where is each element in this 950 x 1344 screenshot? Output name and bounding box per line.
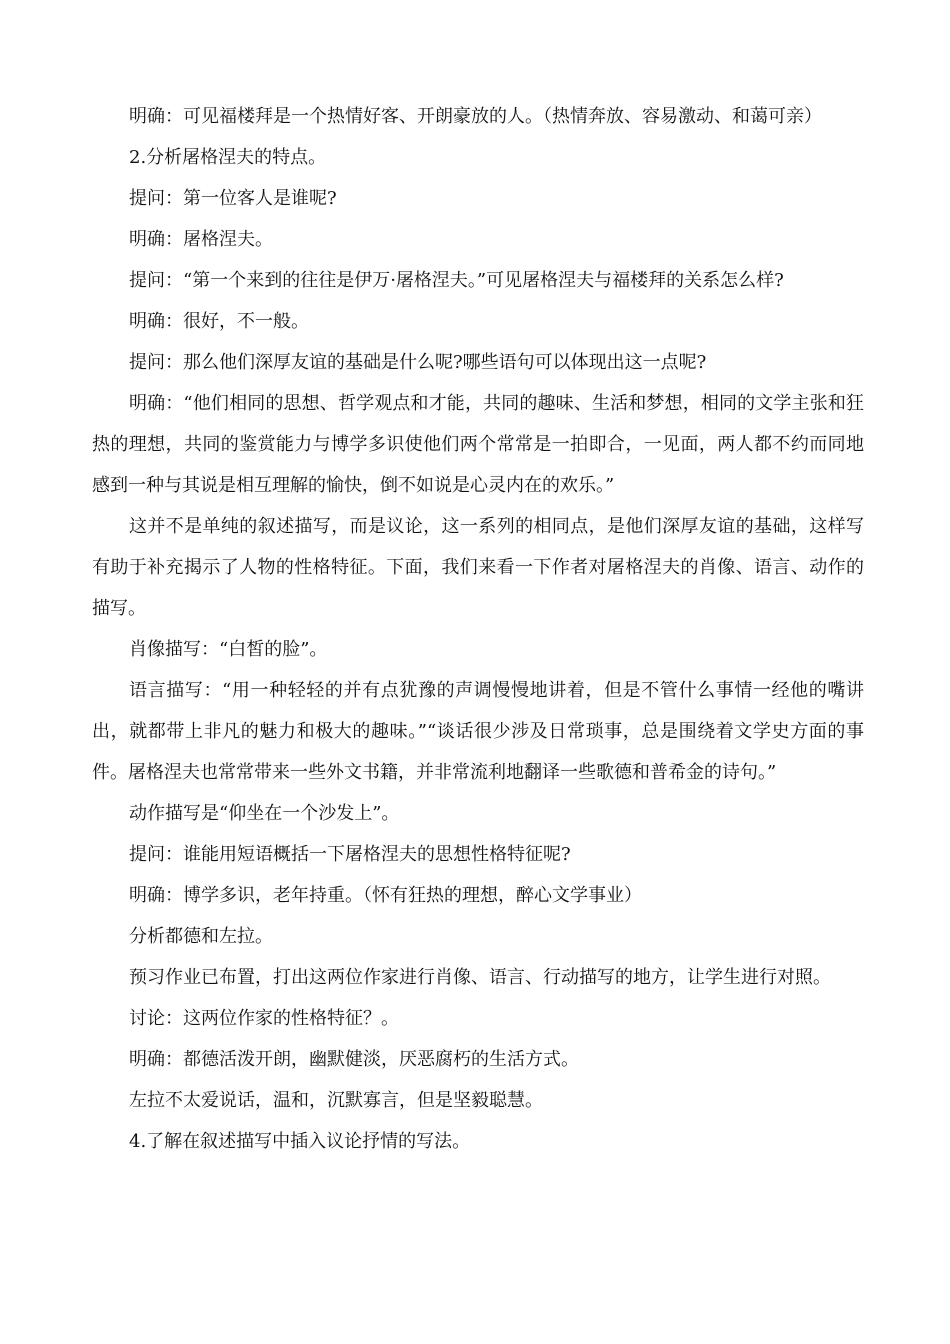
paragraph-7: 提问：那么他们深厚友谊的基础是什么呢?哪些语句可以体现出这一点呢? [129,352,707,373]
paragraph-14: 明确：博学多识，老年持重。（怀有狂热的理想，醉心文学事业） [129,885,642,906]
paragraph-4: 明确：屠格涅夫。 [129,229,273,250]
paragraph-8: 明确：“他们相同的思想、哲学观点和才能，共同的趣味、生活和梦想，相同的文学主张和狂热的理想，共同的鉴赏能力与博学多识使他们两个常常是一拍即合，一见面，两人都不约而同地感到一种与其说是相互理解的愉快，倒不如说是心灵内在的欢乐。” [92,393,864,496]
paragraph-17: 讨论：这两位作家的性格特征？。 [129,1008,399,1029]
paragraph-18: 明确：都德活泼开朗，幽默健淡，厌恶腐朽的生活方式。 [129,1049,579,1070]
paragraph-16: 预习作业已布置，打出这两位作家进行肖像、语言、行动描写的地方，让学生进行对照。 [129,967,831,988]
paragraph-3: 提问：第一位客人是谁呢? [129,188,337,209]
paragraph-19: 左拉不太爱说话，温和，沉默寡言，但是坚毅聪慧。 [129,1090,543,1111]
paragraph-20: 4.了解在叙述描写中插入议论抒情的写法。 [129,1131,471,1152]
paragraph-9: 这并不是单纯的叙述描写，而是议论，这一系列的相同点，是他们深厚友谊的基础，这样写有助于补充揭示了人物的性格特征。下面，我们来看一下作者对屠格涅夫的肖像、语言、动作的描写。 [92,516,864,619]
paragraph-12: 动作描写是“仰坐在一个沙发上”。 [129,803,400,824]
paragraph-2: 2.分析屠格涅夫的特点。 [129,147,327,168]
paragraph-1: 明确：可见福楼拜是一个热情好客、开朗豪放的人。（热情奔放、容易激动、和蔼可亲） [129,106,822,127]
paragraph-5: 提问：“第一个来到的往往是伊万·屠格涅夫。”可见屠格涅夫与福楼拜的关系怎么样? [129,270,784,291]
paragraph-13: 提问：谁能用短语概括一下屠格涅夫的思想性格特征呢? [129,844,571,865]
paragraph-6: 明确：很好，不一般。 [129,311,309,332]
document-page [92,96,864,1162]
paragraph-15: 分析都德和左拉。 [129,926,273,947]
paragraph-11: 语言描写：“用一种轻轻的并有点犹豫的声调慢慢地讲着，但是不管什么事情一经他的嘴讲出，就都带上非凡的魅力和极大的趣味。”“谈话很少涉及日常琐事，总是围绕着文学史方面的事件。屠格涅夫也常常带来一些外文书籍，并非常流利地翻译一些歌德和普希金的诗句。” [92,680,864,783]
paragraph-10: 肖像描写：“白皙的脸”。 [129,639,328,660]
